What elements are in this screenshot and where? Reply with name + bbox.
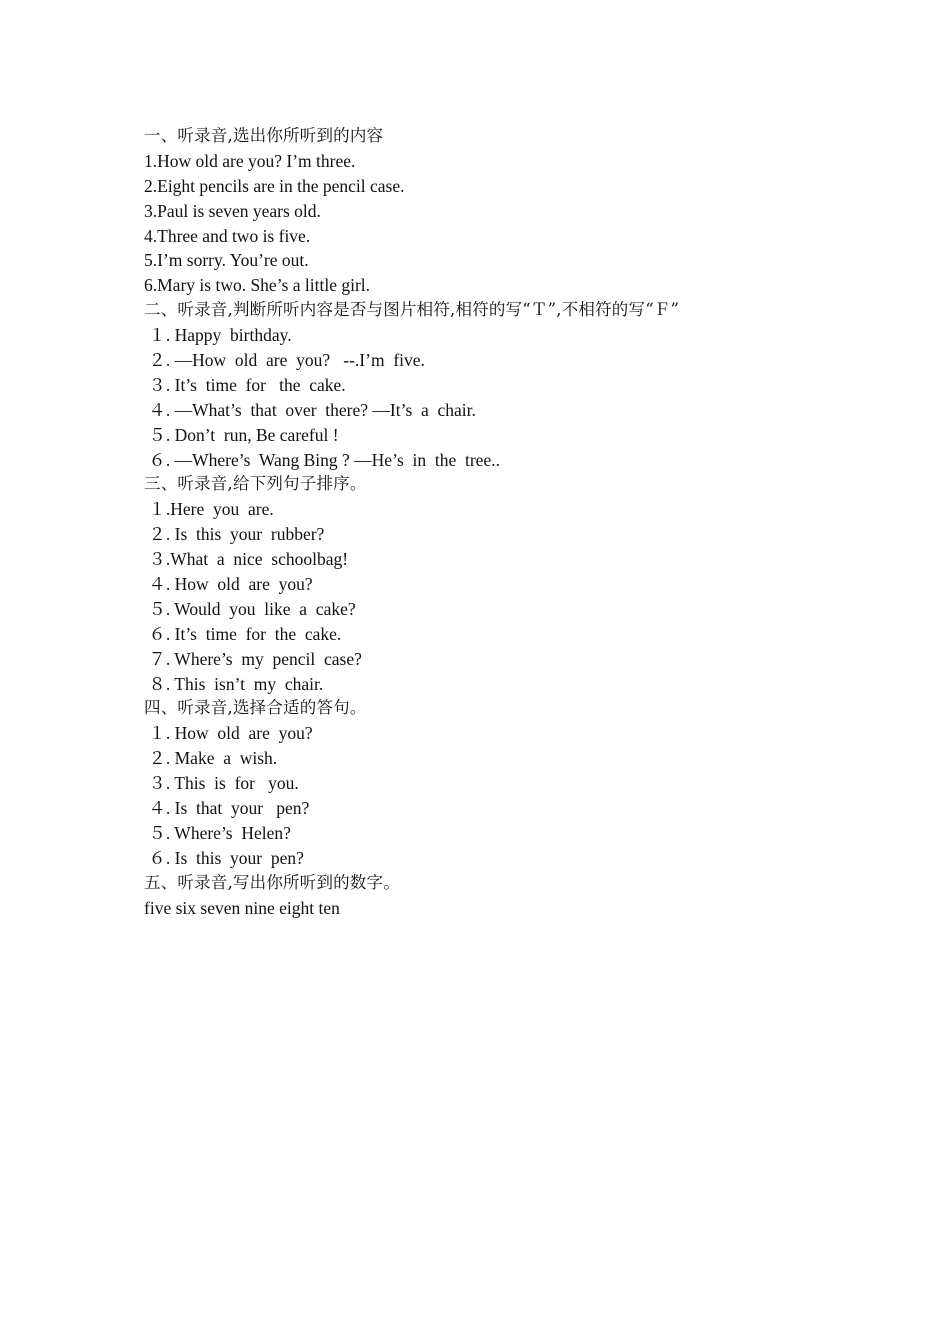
section-4-item-1: １. How old are you? xyxy=(144,723,313,744)
section-1-item-6: 6.Mary is two. She’s a little girl. xyxy=(144,275,371,296)
section-5-item-1: five six seven nine eight ten xyxy=(144,897,340,918)
section-3-item-4: ４. How old are you? xyxy=(144,574,313,595)
section-4-item-4: ４. Is that your pen? xyxy=(144,798,310,819)
section-4-item-3: ３. This is for you. xyxy=(144,773,299,794)
section-2-item-5: ５. Don’t run, Be careful ! xyxy=(144,424,339,445)
section-2-item-2: ２. —How old are you? --.I’m five. xyxy=(144,350,425,371)
section-1-item-1: 1.How old are you? I’m three. xyxy=(144,150,356,171)
section-2-item-4: ４. —What’s that over there? —It’s a chair. xyxy=(144,399,476,420)
section-1-heading: 一、听录音,选出你所听到的内容 xyxy=(144,126,384,145)
section-3-item-6: ６. It’s time for the cake. xyxy=(144,623,342,644)
section-4-item-2: ２. Make a wish. xyxy=(144,748,278,769)
section-3-item-2: ２. Is this your rubber? xyxy=(144,524,325,545)
section-3-item-8: ８. This isn’t my chair. xyxy=(144,673,324,694)
section-5-heading: 五、听录音,写出你所听到的数字。 xyxy=(144,872,400,892)
section-1-item-2: 2.Eight pencils are in the pencil case. xyxy=(144,175,405,196)
section-2-item-1: １. Happy birthday. xyxy=(144,325,292,346)
section-3-item-5: ５. Would you like a cake? xyxy=(144,598,356,619)
section-1-item-4: 4.Three and two is five. xyxy=(144,225,311,246)
section-1-item-5: 5.I’m sorry. You’re out. xyxy=(144,250,309,271)
section-4-heading: 四、听录音,选择合适的答句。 xyxy=(144,698,367,718)
section-3-item-3: ３.What a nice schoolbag! xyxy=(144,549,349,570)
section-4-item-6: ６. Is this your pen? xyxy=(144,847,304,868)
section-3-heading: 三、听录音,给下列句子排序。 xyxy=(144,474,367,494)
section-2-heading: 二、听录音,判断所听内容是否与图片相符,相符的写“Ｔ”,不相符的写“Ｆ” xyxy=(144,300,680,320)
section-2-item-3: ３. It’s time for the cake. xyxy=(144,374,346,395)
section-1-item-3: 3.Paul is seven years old. xyxy=(144,200,321,221)
section-3-item-1: １.Here you are. xyxy=(144,499,274,520)
worksheet-content xyxy=(144,124,804,921)
section-2-item-6: ６. —Where’s Wang Bing ? —He’s in the tree.. xyxy=(144,449,500,470)
section-4-item-5: ５. Where’s Helen? xyxy=(144,822,291,843)
section-3-item-7: ７. Where’s my pencil case? xyxy=(144,648,362,669)
